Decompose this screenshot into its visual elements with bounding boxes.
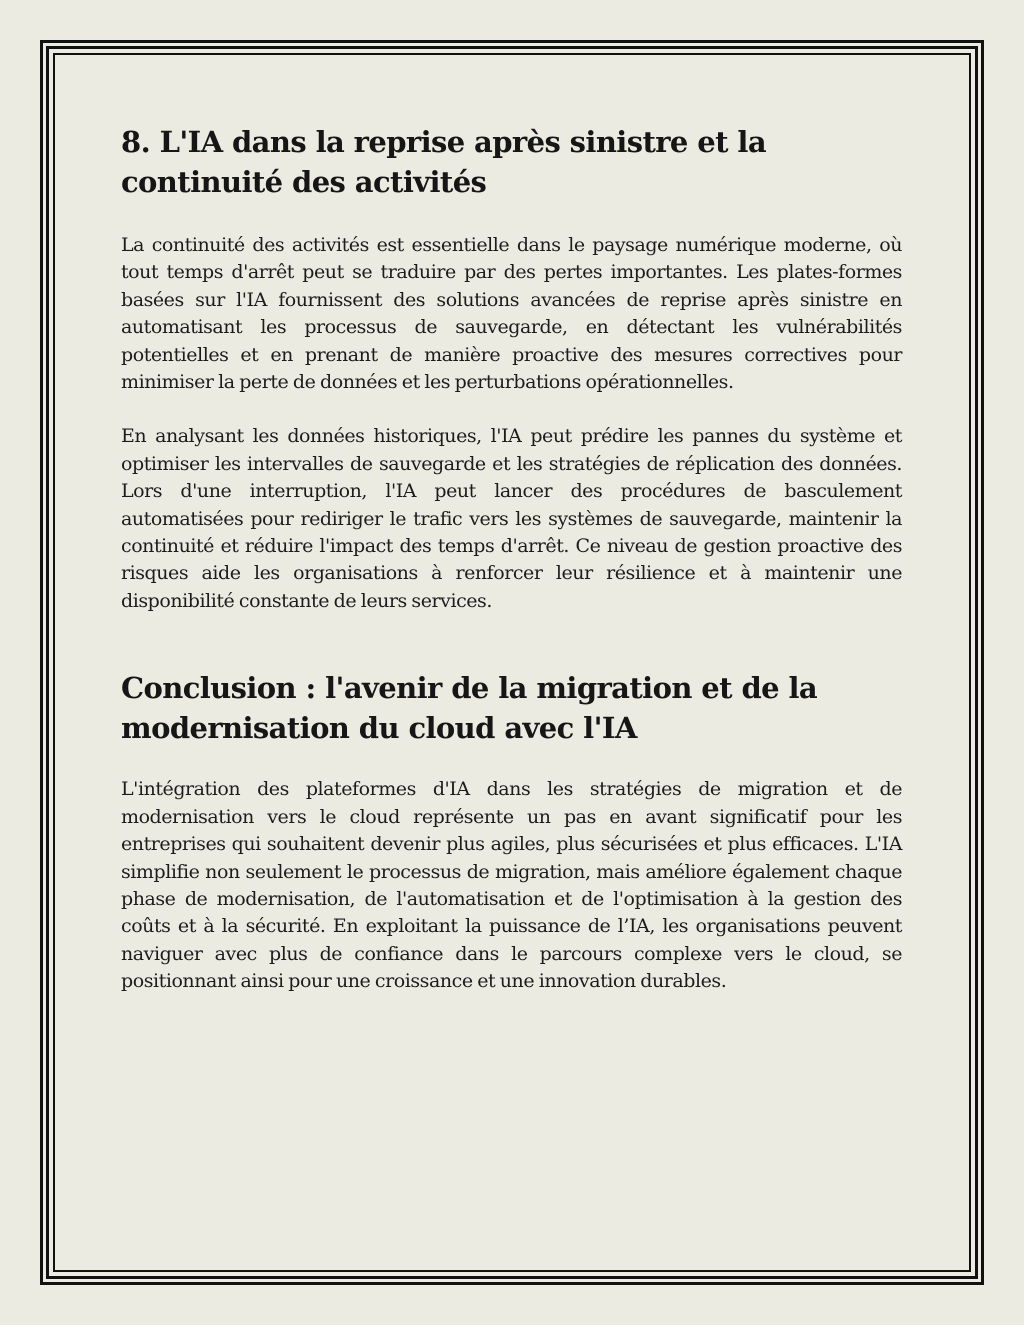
conclusion-heading: Conclusion : l'avenir de la migration et de la modernisation du cloud avec l'IA xyxy=(121,671,818,746)
conclusion-paragraph-1: L'intégration des plateformes d'IA dans les stratégies de migration et de modernisation vers le cloud représente un pas en avant significatif pour les entreprises qui souhaitent devenir plus agiles, plus sécurisées et plus efficaces. L'IA simplifie non seulement le processus de migration, mais améliore également chaque phase de modernisation, de l'automatisation et de l'optimisation à la gestion des coûts et à la sécurité. En exploitant la puissance de l’IA, les organisations peuvent naviguer avec plus de confiance dans le parcours complexe vers le cloud, se positionnant ainsi pour une croissance et une innovation durables. xyxy=(121,778,902,993)
section-8-heading: 8. L'IA dans la reprise après sinistre et la continuité des activités xyxy=(121,125,767,199)
page-content xyxy=(121,122,902,996)
section-8-paragraph-1: La continuité des activités est essentielle dans le paysage numérique moderne, où tout temps d'arrêt peut se traduire par des pertes importantes. Les plates-formes basées sur l'IA fournissent des solutions avancées de reprise après sinistre en automatisant les processus de sauvegarde, en détectant les vulnérabilités potentielles et en prenant de manière proactive des mesures correctives pour minimiser la perte de données et les perturbations opérationnelles. xyxy=(121,234,902,394)
section-8-paragraph-2: En analysant les données historiques, l'IA peut prédire les pannes du système et optimiser les intervalles de sauvegarde et les stratégies de réplication des données. Lors d'une interruption, l'IA peut lancer des procédures de basculement automatisées pour rediriger le trafic vers les systèmes de sauvegarde, maintenir la continuité et réduire l'impact des temps d'arrêt. Ce niveau de gestion proactive des risques aide les organisations à renforcer leur résilience et à maintenir une disponibilité constante de leurs services. xyxy=(121,425,902,612)
